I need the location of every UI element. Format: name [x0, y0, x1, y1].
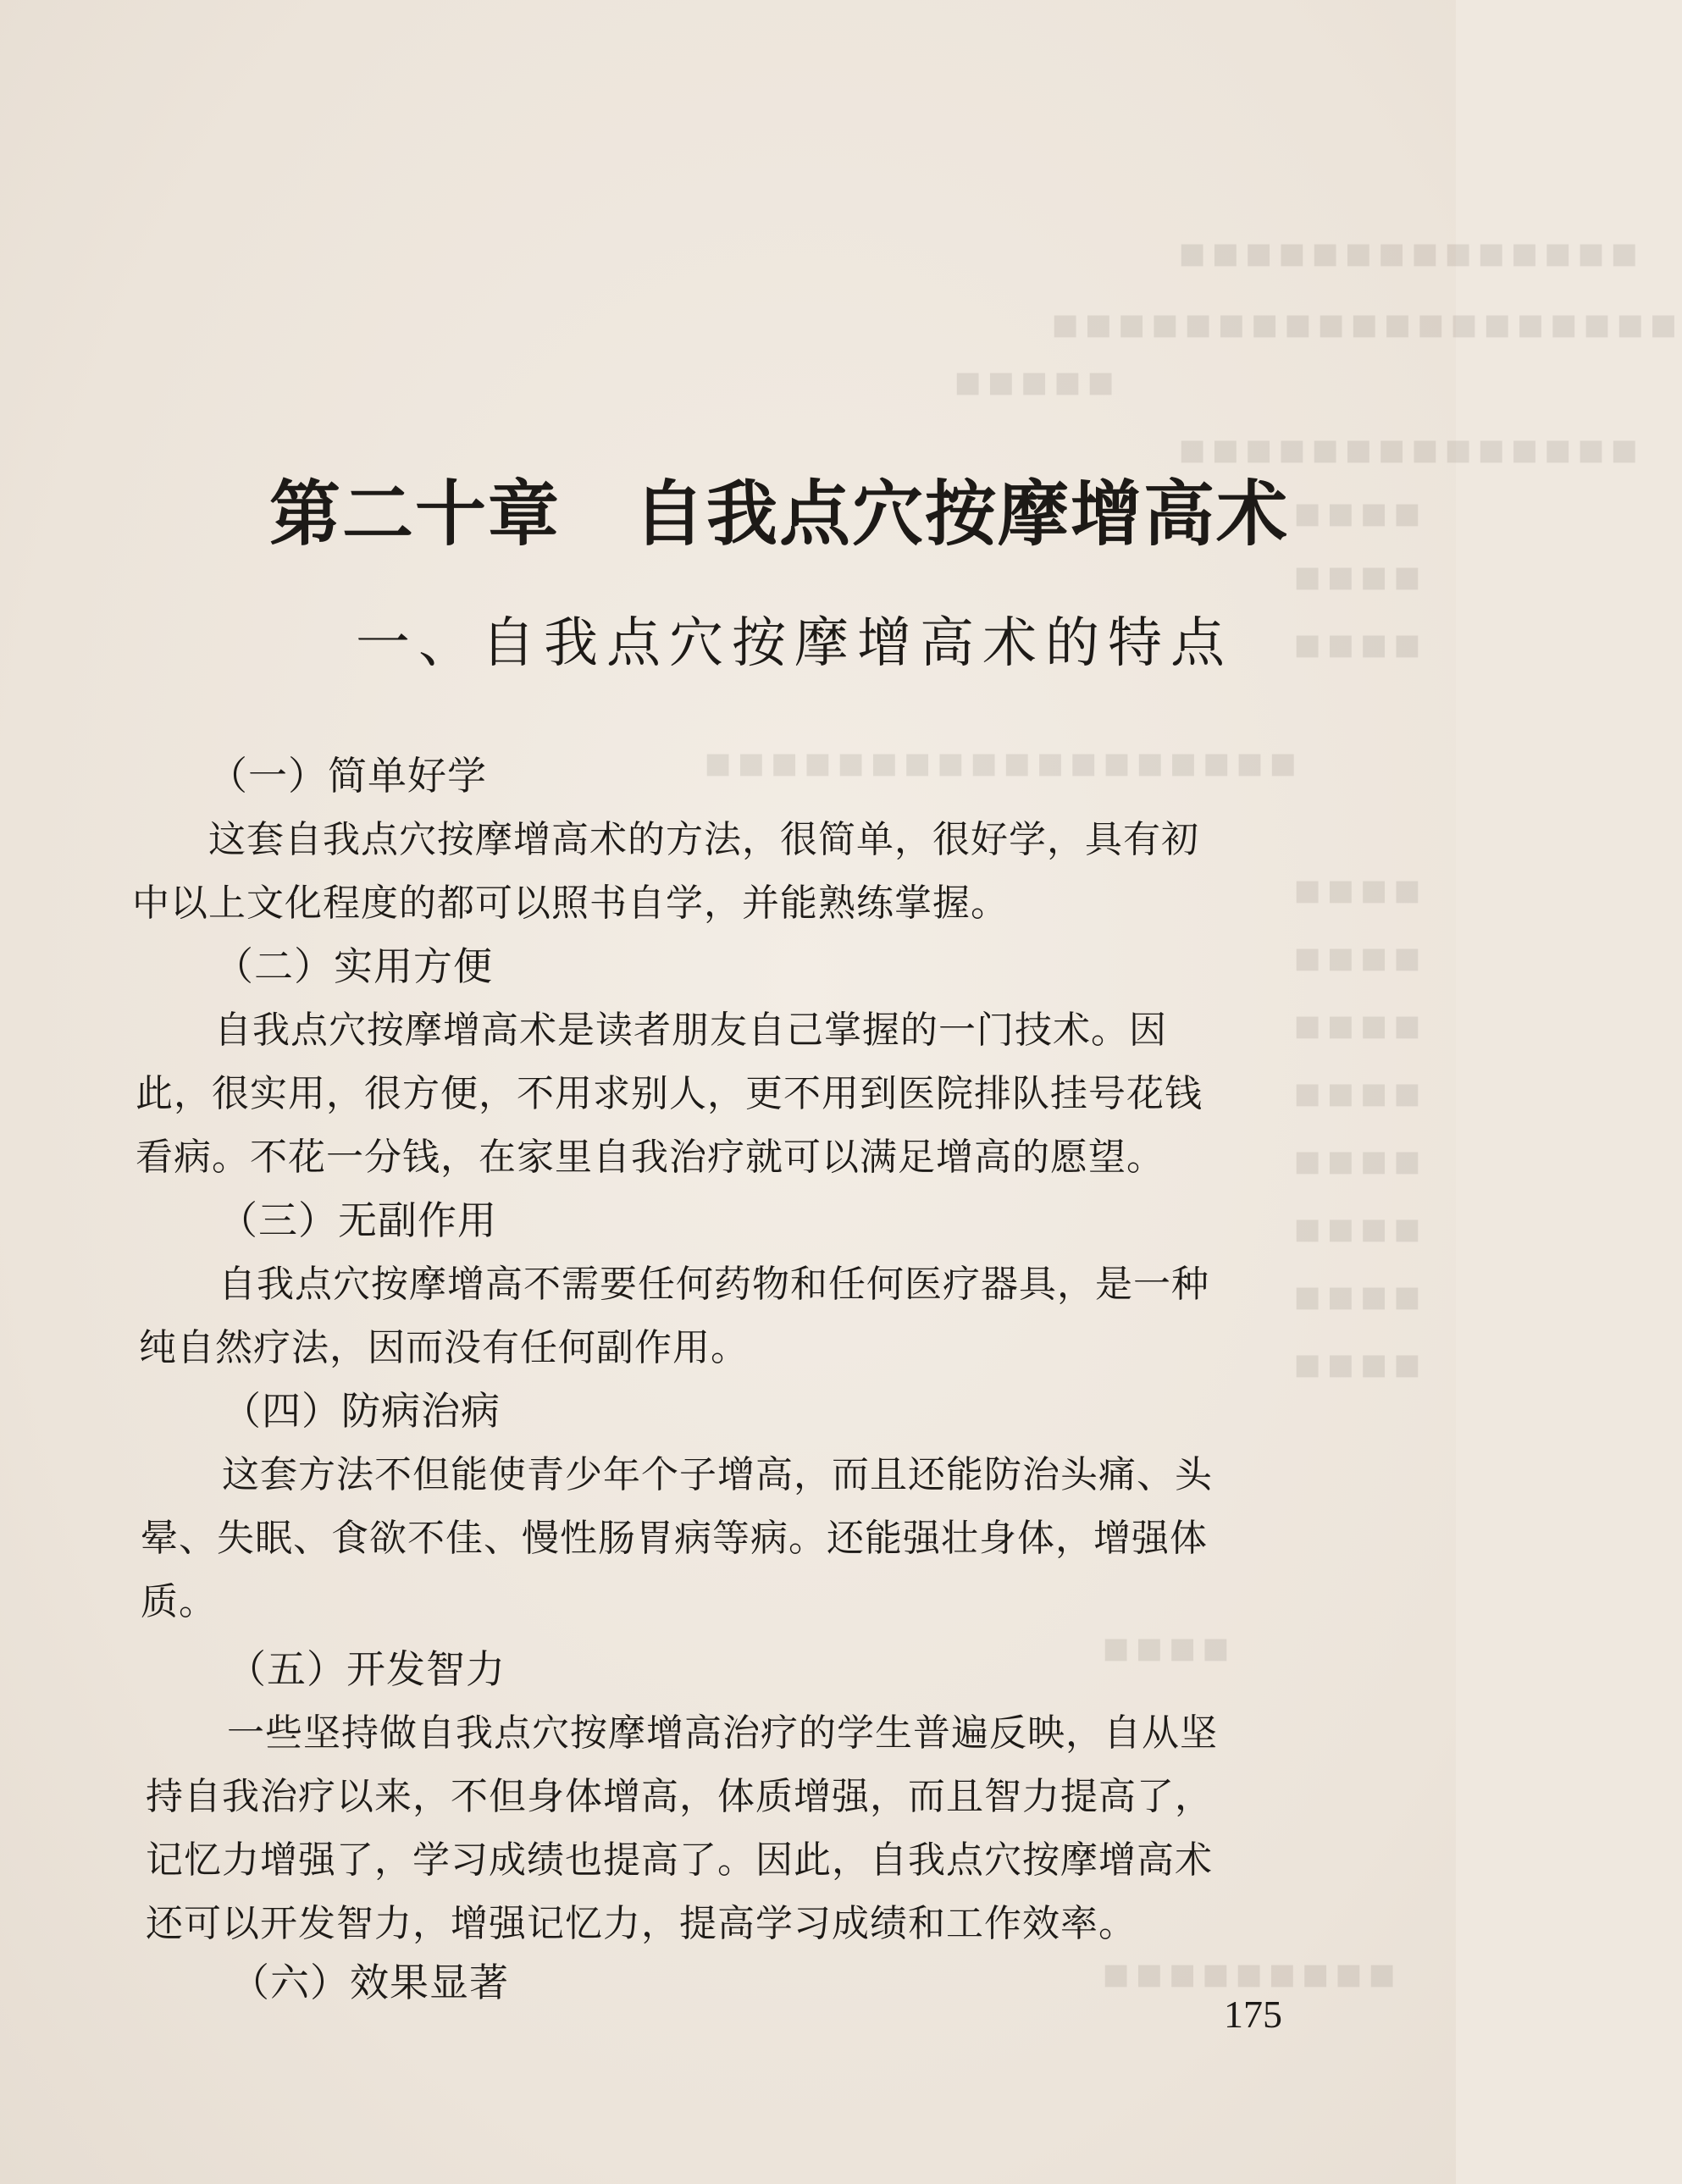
body-line: 记忆力增强了，学习成绩也提高了。因此，自我点穴按摩增高术 — [146, 1838, 1213, 1882]
body-line: 这套自我点穴按摩增高术的方法，很简单，很好学，具有初 — [208, 818, 1199, 861]
chapter-title: 第二十章 自我点穴按摩增高术 — [269, 472, 1290, 556]
body-line: 中以上文化程度的都可以照书自学，并能熟练掌握。 — [132, 882, 1009, 925]
subheading-1: （一）简单好学 — [208, 753, 487, 799]
body-line: 一些坚持做自我点穴按摩增高治疗的学生普遍反映，自从坚 — [227, 1711, 1218, 1755]
subheading-3: （三）无副作用 — [219, 1197, 497, 1243]
section-title: 一、自我点穴按摩增高术的特点 — [356, 612, 1233, 675]
body-line: 纯自然疗法，因而没有任何副作用。 — [139, 1326, 749, 1369]
subheading-6: （六）效果显著 — [230, 1960, 509, 2005]
page-number: 175 — [1224, 1993, 1282, 2036]
body-line: 晕、失眠、食欲不佳、慢性肠胃病等病。还能强壮身体，增强体 — [141, 1517, 1208, 1560]
body-line: 看病。不花一分钱，在家里自我治疗就可以满足增高的愿望。 — [136, 1136, 1165, 1179]
body-line: 质。 — [141, 1580, 217, 1623]
body-line: 自我点穴按摩增高不需要任何药物和任何医疗器具，是一种 — [219, 1263, 1209, 1306]
subheading-5: （五）开发智力 — [227, 1646, 506, 1692]
subheading-4: （四）防病治病 — [222, 1388, 501, 1434]
body-line: 此，很实用，很方便，不用求别人，更不用到医院排队挂号花钱 — [136, 1072, 1203, 1115]
body-line: 自我点穴按摩增高术是读者朋友自己掌握的一门技术。因 — [214, 1009, 1167, 1052]
body-line: 这套方法不但能使青少年个子增高，而且还能防治头痛、头 — [222, 1453, 1213, 1496]
subheading-2: （二）实用方便 — [214, 943, 493, 989]
bleed-through-texture: ▪▪▪▪▪▪▪▪▪▪▪▪▪▪ ▪▪▪▪▪▪▪▪▪▪▪▪▪▪▪▪▪▪▪ ▪▪▪▪▪ ▪▪▪▪▪▪▪▪▪▪▪▪▪▪ ▪▪▪▪ ▪▪▪▪ ▪▪▪▪ ▪▪▪▪▪▪▪▪▪▪▪▪▪▪▪▪▪▪ ▪▪▪▪ ▪▪▪▪ ▪▪▪▪ ▪▪▪▪ ▪▪▪▪ ▪▪▪▪ ▪▪▪▪ ▪▪▪▪ ▪▪▪▪ ▪▪▪▪▪▪▪▪▪ — [703, 227, 1682, 1999]
body-line: 持自我治疗以来，不但身体增高，体质增强，而且智力提高了， — [146, 1775, 1213, 1818]
body-line: 还可以开发智力，增强记忆力，提高学习成绩和工作效率。 — [146, 1902, 1137, 1945]
